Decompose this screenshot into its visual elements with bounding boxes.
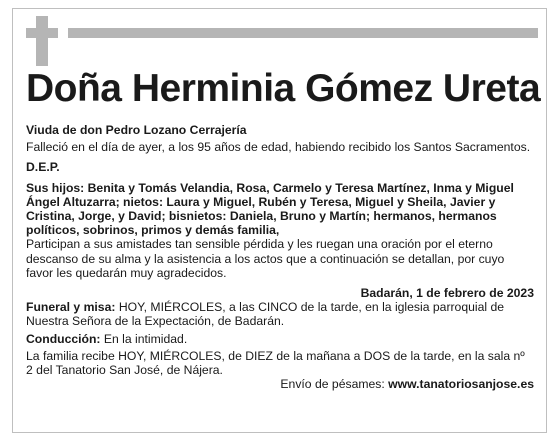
condolences-line: [26, 377, 534, 391]
notice-body: [26, 123, 534, 391]
death-notice: Falleció en el día de ayer, a los 95 años de edad, habiendo recibido los Santos Sacramentos.: [26, 140, 531, 155]
conduction-details: [26, 332, 534, 346]
conduction-text: En la intimidad.: [103, 331, 188, 346]
funeral-details: [26, 300, 534, 328]
visitation-details: La familia recibe HOY, MIÉRCOLES, de DIEZ de la mañana a DOS de la tarde, en la sala nº 2 del Tanatorio San José, de Nájera.: [26, 348, 525, 378]
funeral-label: Funeral y misa:: [26, 300, 116, 315]
condolences-label: Envío de pésames:: [280, 377, 385, 392]
family-list: Sus hijos: Benita y Tomás Velandia, Rosa, Carmelo y Teresa Martínez, Inma y Miguel Ángel Altuzarra; nietos: Laura y Miguel, Rubén y Teresa, Miguel y Sheila, Javier y Cristina, Jorge, y David; bisnietos: Daniela, Bruno y Martín; hermanos, hermanos políticos, sobrinos, primos y demás familia,: [26, 180, 514, 238]
widow-line: Viuda de don Pedro Lozano Cerrajería: [26, 123, 247, 137]
rip-line: D.E.P.: [26, 160, 60, 175]
deceased-name: Doña Herminia Gómez Ureta: [26, 67, 541, 110]
header-rule: [68, 28, 538, 38]
conduction-label: Conducción:: [26, 331, 101, 346]
condolences-website[interactable]: www.tanatoriosanjose.es: [388, 377, 534, 392]
cross-icon-arm: [26, 28, 58, 38]
cross-icon: [36, 16, 48, 66]
announcement: Participan a sus amistades tan sensible pérdida y les ruegan una oración por el eterno descanso de su alma y la asistencia a los actos que a continuación se detallan, por cuyo favor les quedarán muy agradecidos.: [26, 237, 505, 280]
place-date: Badarán, 1 de febrero de 2023: [360, 286, 534, 301]
funeral-text: HOY, MIÉRCOLES, a las CINCO de la tarde, en la iglesia parroquial de Nuestra Señora de la Expectación, de Badarán.: [26, 300, 505, 329]
